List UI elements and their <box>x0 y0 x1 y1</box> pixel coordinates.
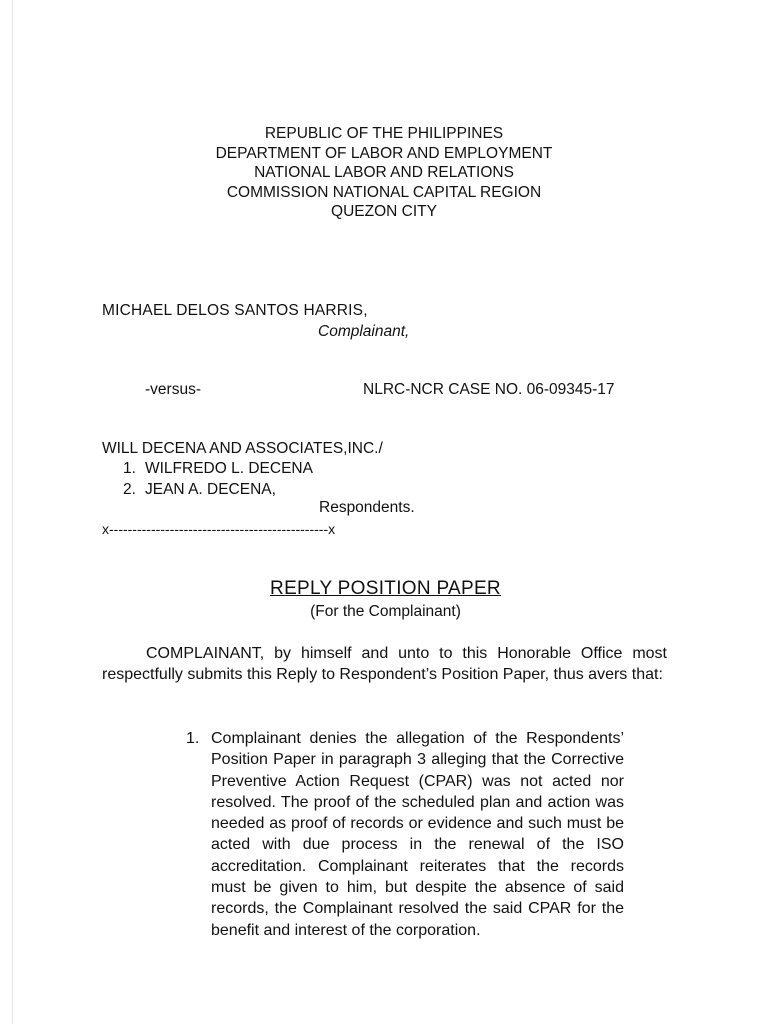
respondent-company: WILL DECENA AND ASSOCIATES,INC./ <box>102 440 383 457</box>
header-line-nlrc: NATIONAL LABOR AND RELATIONS <box>254 164 514 181</box>
header-line-commission: COMMISSION NATIONAL CAPITAL REGION <box>226 183 542 201</box>
versus-label: -versus- <box>145 381 201 398</box>
paragraph-1-body: Complainant denies the allegation of the Respondents’ Position Paper in paragraph 3 alleging that the Corrective Preventive Action Request (CPAR) was not acted nor resolved. The proof of the scheduled plan and action was needed as proof of records or evidence and such must be acted with due process in the renewal of the ISO accreditation. Complainant reiterates that the records must be given to him, but despite the absence of said records, the Complainant resolved the said CPAR for the benefit and interest of the corporation. <box>211 730 624 939</box>
header-line-republic: REPUBLIC OF THE PHILIPPINES <box>264 125 504 142</box>
complainant-role: Complainant, <box>318 323 410 340</box>
respondent-1-name: WILFREDO L. DECENA <box>145 460 313 477</box>
intro-paragraph: COMPLAINANT, by himself and unto to this Honorable Office most respectfully submits this Reply to Respondent’s Position Paper, thus avers that: <box>102 645 667 684</box>
paragraph-1-number: 1. <box>186 730 200 747</box>
header-line-city: QUEZON CITY <box>331 203 437 220</box>
respondent-2-name: JEAN A. DECENA, <box>145 481 276 498</box>
complainant-name: MICHAEL DELOS SANTOS HARRIS, <box>102 302 368 319</box>
document-title: REPLY POSITION PAPER <box>270 578 501 599</box>
court-header <box>0 124 768 222</box>
header-line-department: DEPARTMENT OF LABOR AND EMPLOYMENT <box>215 144 553 162</box>
respondent-2-number: 2. <box>123 481 136 498</box>
case-number: NLRC-NCR CASE NO. 06-09345-17 <box>363 381 615 398</box>
caption-separator: x-----------------------------------------------x <box>102 521 336 537</box>
respondent-1-number: 1. <box>123 460 136 477</box>
respondent-role: Respondents. <box>319 499 415 516</box>
document-subtitle: (For the Complainant) <box>310 603 461 620</box>
